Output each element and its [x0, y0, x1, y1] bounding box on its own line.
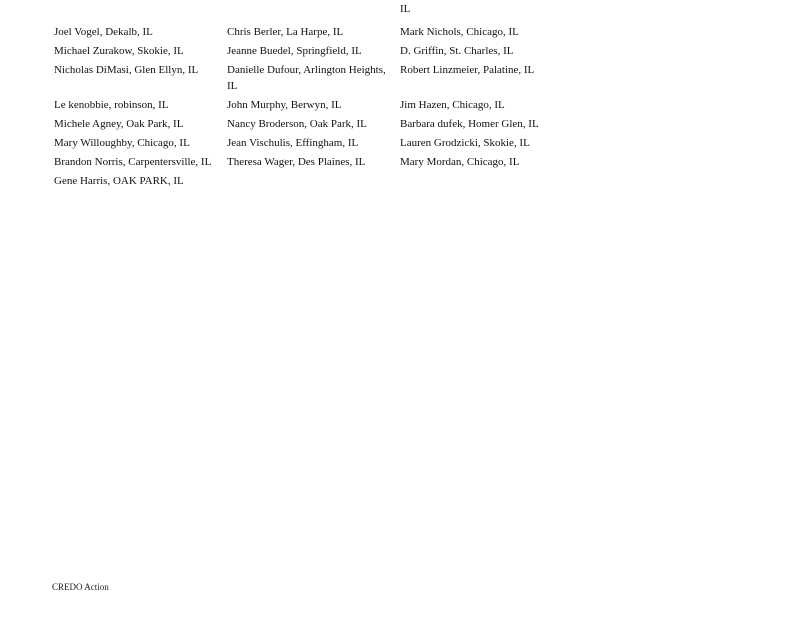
- page-footer: CREDO Action: [52, 582, 109, 592]
- signer-entry: Lauren Grodzicki, Skokie, IL: [400, 137, 530, 149]
- table-row: [54, 62, 614, 97]
- signer-entry: Chris Berler, La Harpe, IL: [227, 26, 344, 38]
- signer-entry: Nicholas DiMasi, Glen Ellyn, IL: [54, 64, 199, 76]
- signer-entry: Mary Mordan, Chicago, IL: [400, 156, 520, 168]
- signer-entry: Michael Zurakow, Skokie, IL: [54, 45, 184, 57]
- signer-entry: Michele Agney, Oak Park, IL: [54, 118, 184, 130]
- table-row: [54, 43, 614, 62]
- table-row: [54, 97, 614, 116]
- signer-entry: Nancy Broderson, Oak Park, IL: [227, 118, 367, 130]
- signer-entry: Brandon Norris, Carpentersville, IL: [54, 156, 212, 168]
- table-row: [54, 173, 614, 192]
- signer-entry: Mary Willoughby, Chicago, IL: [54, 137, 190, 149]
- signers-table: [54, 24, 614, 192]
- table-row: [54, 24, 614, 43]
- signer-entry: Theresa Wager, Des Plaines, IL: [227, 156, 366, 168]
- signer-entry: Robert Linzmeier, Palatine, IL: [400, 64, 535, 76]
- signer-entry: [400, 173, 614, 192]
- carry-over-text: IL: [400, 3, 411, 15]
- table-row: [54, 116, 614, 135]
- signer-entry: John Murphy, Berwyn, IL: [227, 99, 342, 111]
- signer-entry: Joel Vogel, Dekalb, IL: [54, 26, 153, 38]
- table-row: [54, 154, 614, 173]
- signer-entry: Mark Nichols, Chicago, IL: [400, 26, 519, 38]
- signer-entry: Gene Harris, OAK PARK, IL: [54, 175, 184, 187]
- signer-entry: Danielle Dufour, Arlington Heights, IL: [227, 64, 386, 92]
- signer-entry: Le kenobbie, robinson, IL: [54, 99, 169, 111]
- signer-entry: Jim Hazen, Chicago, IL: [400, 99, 505, 111]
- signer-entry: Jeanne Buedel, Springfield, IL: [227, 45, 362, 57]
- signer-entry: Barbara dufek, Homer Glen, IL: [400, 118, 539, 130]
- signer-entry: D. Griffin, St. Charles, IL: [400, 45, 514, 57]
- signer-entry: [227, 173, 400, 192]
- table-row: [54, 135, 614, 154]
- signer-entry: Jean Vischulis, Effingham, IL: [227, 137, 359, 149]
